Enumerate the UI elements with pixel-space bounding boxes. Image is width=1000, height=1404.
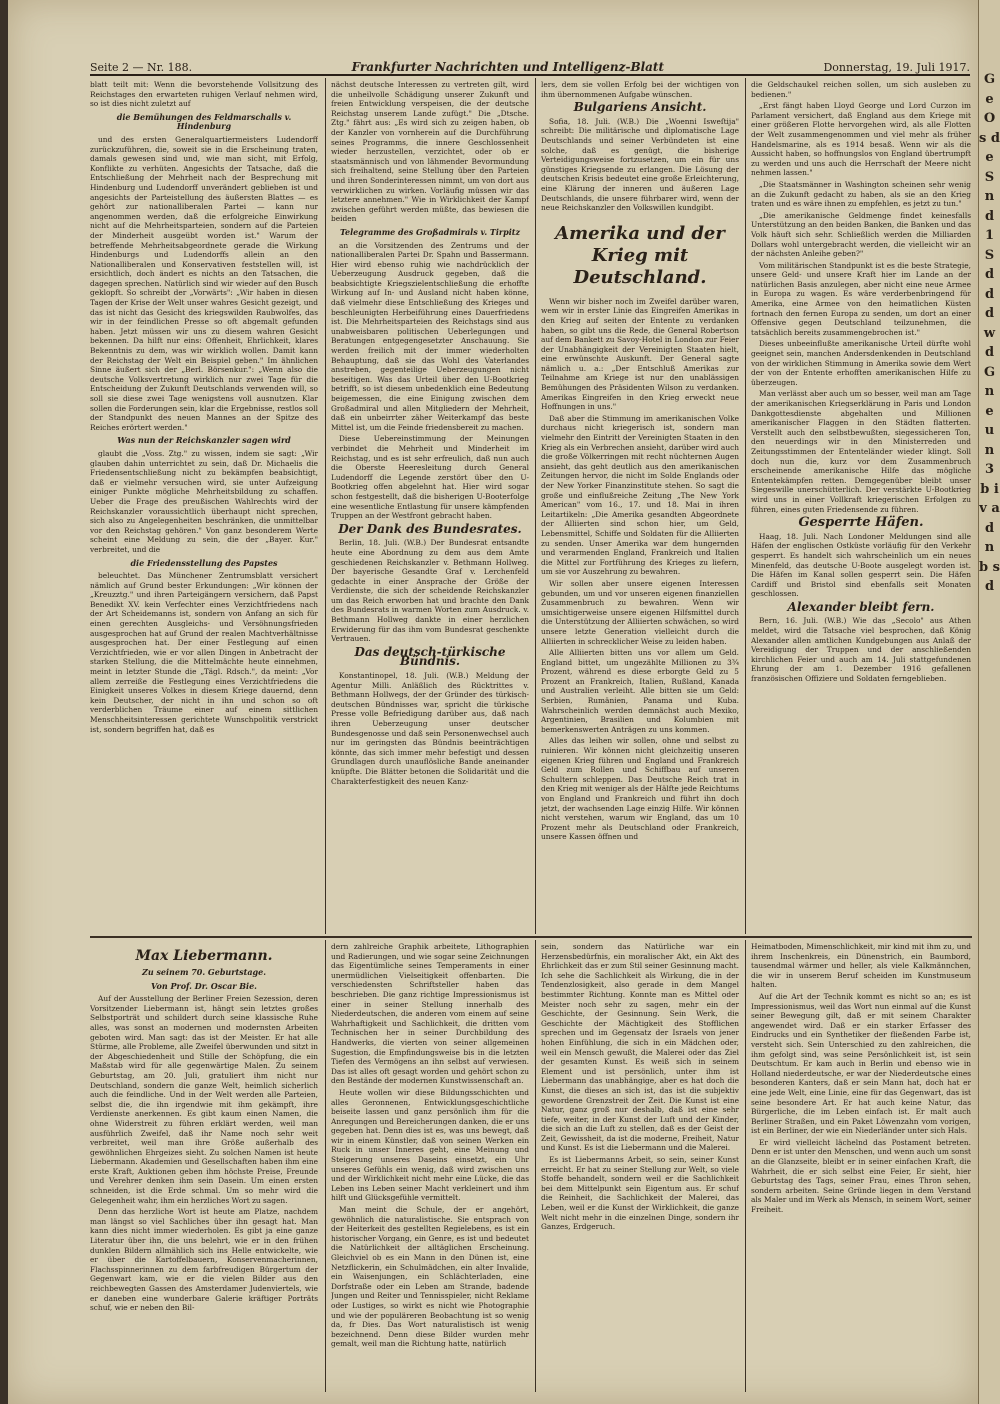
- page-header: [90, 50, 970, 76]
- column-rule: [325, 78, 326, 934]
- paragraph: nächst deutsche Interessen zu vertreten gilt, wird die unheilvolle Schädigung unserer Zukunft und freien Entwicklung verspeisen, die der deutsche Reichstag unserem Lande zufügt." Die „Dtsche. Ztg." fährt aus: „Es wird sich zu zeigen haben, ob der Kanzler von vornherein auf die Durchführung seines Programms, die innere Geschlossenheit wieder herzustellen, verzichtet, oder ob er staatsmännisch und von lähmender Bevormundung sich freihaltend, seine Stellung über den Parteien und ihren Sonderinteressen nimmt, um von dort aus verwirklichen zu wirken. Vorläufig müssen wir das letztere annehmen." Wie in Wirklichkeit der Kampf zwischen geführt werden müßte, das bewiesen die beiden: [331, 80, 529, 224]
- adjacent-page-text: G e O s d e S n d 1 S d d d w d G n e u n 3 b i v a d n b s d: [979, 72, 1000, 594]
- paragraph: Alle Alliierten bitten uns vor allem um Geld. England bittet, um ungezählte Millionen zu 3¾ Prozent, während es diese erborgte Geld zu 5 Prozent an Frankreich, Italien, Rußland, Kanada und Australien verleiht. Alle bitten sie um Geld: Serbien, Rumänien, Panama und Kuba. Wahrscheinlich werden demnächst auch Mexiko, Argentinien, Brasilien und Kolumbien mit bemerkenswerten Anträgen zu uns kommen.: [541, 648, 739, 734]
- paragraph: Es ist Liebermanns Arbeit, so sein, seiner Kunst erreicht. Er hat zu seiner Stellung zur Welt, so viele Stoffe behandelt, sondern weil er die Sachlichkeit bei dem Mittelpunkt sein Eigentum aus. Er schuf die Reinheit, die Sachlichkeit der Malerei, das Leben, weil er die Kunst der Wirklichkeit, die ganze Welt nicht mehr in die einzelnen Dinge, sondern ihr Ganzes, Erdgeruch.: [541, 1155, 739, 1232]
- paragraph: dern zahlreiche Graphik arbeitete, Lithographien und Radierungen, und wie sogar seine Zeichnungen das Eigentümliche seines Temperaments in einer unermüdlichen Vielseitigkeit offenbarten. Die verschiedensten Schriftsteller haben das beschrieben. Die ganz richtige Impressionismus ist einer in seiner Stellung innerhalb des Niederdeutschen, die anderen vom einem auf seine Wahrhaftigkeit und Sachlichkeit, die dritten vom Technischen her in seiner Durchbildung des Handwerks, die vierten von seiner allgemeinen Sugestion, die Empfindungsweise bis in die letzten Tiefen des Vermögens an ihn selbst auf verwiesen. Das ist alles oft gesagt worden und gehört schon zu den Bestände der modernen Kunstwissenschaft an.: [331, 942, 529, 1086]
- article-heading: Gesperrte Häfen.: [798, 515, 924, 531]
- paragraph: Konstantinopel, 18. Juli. (W.B.) Meldung der Agentur Milli. Anläßlich des Rücktrittes v. Bethmann Hollwegs, der der Gründer des türkisch-deutschen Bündnisses war, spricht die türkische Presse volle Befriedigung darüber aus, daß nach ihren Ueberzeugung unser deutscher Bundesgenosse und daß sein Personenwechsel auch nur im geringsten das Bündnis beeinträchtigen könnte, das sich immer mehr befestigt und dessen Grundlagen durch unauflösliche Bande aneinander knüpfte. Die Blätter betonen die Solidarität und die Charakterfestigkeit des neuen Kanz-: [331, 671, 529, 786]
- article-heading: Der Dank des Bundesrates.: [338, 521, 522, 536]
- subheading: die Friedensstellung des Papstes: [130, 557, 278, 568]
- paragraph: Diese Uebereinstimmung der Meinungen verbindet die Mehrheit und Minderheit im Reichstag, und es ist sehr erfreulich, daß nun auch die Oberste Heeresleitung durch General Ludendorff die Legende zerstört über den U-Bootkrieg offen abgelehnt hat. Hier wird sogar schon festgestellt, daß die bisherigen U-Booterfolge eine wesentliche Entlastung für unsere kämpfenden Truppen an der Westfront gebracht haben.: [331, 434, 529, 521]
- paragraph: beleuchtet. Das Münchener Zentrumsblatt versichert nämlich auf Grund bester Erkundungen: „Wir können der „Kreuzztg." und ihren Parteigängern versichern, daß Papst Benedikt XV. kein Verfechter eines Verzichtfriedens nach der Art Scheidemanns ist, sondern von Anfang an sich für einen gerechten Ausgleichs- und Versöhnungsfrieden ausgesprochen hat auf Grund der realen Machtverhältnisse ausgesprochen hat. Der einer Festlegung auf einen Verzichtfrieden, wie er vor allen Dingen in Anbetracht der starken Stellung, die die Mittelmächte heute einnehmen, meint in letzter Stunde die „Tägl. Rdsch.", da meint: „Vor allem zerreiße die Festlegung eines Verzichtfriedens die Einigkeit unseres Volkes in diesem Kriege dauernd, denn kein Deutscher, der nicht in ihn und schon so oft verderblichen Träume einer auf einem sittlichen Menschheitsinteressen gerichtete Wunschpolitik verstrickt ist, sondern begriffen hat, daß es: [90, 571, 318, 734]
- paragraph: Dieses unbeeinflußte amerikanische Urteil dürfte wohl geeignet sein, manchen Andersdenkenden in Deutschland von der wirklichen Stimmung in Amerika sowie dem Wert der von der Entente erhofften amerikanischen Hilfe zu überzeugen.: [751, 339, 971, 387]
- feuilleton-column-1: [90, 942, 318, 1392]
- column-rule: [325, 940, 326, 1392]
- article-heading: Das deutsch-türkische Bündnis.: [354, 644, 506, 669]
- column-3: [541, 80, 739, 932]
- paragraph: Er wird vielleicht lächelnd das Postament betreten. Denn er ist unter den Menschen, und wenn auch um sonst an die Glanzseite, bleibt er in seiner einfachen Kraft, die Wahrheit, die er sich selbst eine Feier, Er sieht, hier Geburtstag des Tags, seiner Frau, eines Thron sehen, sondern arbeiten. Seine Gründe liegen in dem Verstand als Maler und im Werk als Mensch, in seinem Wort, seiner Freiheit.: [751, 1137, 971, 1215]
- column-2: [331, 80, 529, 932]
- feuilleton-column-4: [751, 942, 971, 1392]
- column-rule: [535, 940, 536, 1392]
- subheading: Was nun der Reichskanzler sagen wird: [117, 435, 291, 446]
- paragraph: glaubt die „Voss. Ztg." zu wissen, indem sie sagt: „Wir glauben dahin unterrichtet zu sein, daß Dr. Michaelis die Friedensentschließung nicht zu bekämpfen beabsichtigt, daß er vielmehr versuchen wird, sie unter Aufzeigung einiger Punkte mögliche Mehrheitsbildung zu schaffen. Ueber die Frage des preußischen Wahlrechts wird der Reichskanzler voraussichtlich überhaupt nicht sprechen, sich also zu Angelegenheiten beschränken, die unmittelbar vor den Reichstag gehören." Von ganz besonderem Werte scheint eine Meldung zu sein, die der „Bayer. Kur." verbreitet, und die: [90, 448, 318, 554]
- feuilleton-rule: [90, 936, 972, 938]
- paragraph: Auf der Ausstellung der Berliner Freien Sezession, deren Vorsitzender Liebermann ist, hängt sein letztes großes Selbstporträt und schildert durch seine klassische Ruhe alles, was sonst an modernen und modernsten Arbeiten geboten wird. Man sagt: das ist der Meister. Er hat alle Stürme, alle Probleme, alle Zweifel überwunden und sitzt in der Abgeschiedenheit und Stille der Schöpfung, die ein Maßstab wird für alle gegenwärtige Malen. Zu seinem Geburtstag, am 20. Juli, gratuliert ihm nicht nur Deutschland, sondern die ganze Welt, heimlich sicherlich auch die feindliche. Und in der Welt werden alle Parteien, selbst die, die ihn irgendwie mit ihm gekämpft, ihre Verdienste anerkennen. Es gibt kaum einen Namen, die ohne Widerstreit zu führen erklärt werden, weil man ausführlich Zweifel, daß ihr Name noch sehr weit verbreitet, weil man ihre Größe außerhalb des gewöhnlichen Ehrgeizes sieht. Zu solchen Namen ist heute Liebermann. Akademien und Gesellschaften haben ihm eine erste Kraft, Auktionen geben ihm höchste Preise, Freunde und Verehrer denken ihm sein Dasein. Um einen ersten schneiden, ist die Erde schmal. Um so mehr wird die Gelegenheit wahr, ihm ein herzliches Wort zu sagen.: [90, 994, 318, 1205]
- paragraph: Heimatboden, Mimenschlichkeit, mir kind mit ihm zu, und ihrem Inschenkreis, ein Dünenstrich, ein Baumbord, tausendmal wärmer und heller, als viele Kalkmännchen, die wir in unserem Beruf scheiden im Kunstmuseum halten.: [751, 942, 971, 990]
- subheading: die Bemühungen des Feldmarschalls v. Hindenburg: [116, 111, 292, 132]
- paragraph: „Die amerikanische Geldmenge findet keinesfalls Unterstützung an den beiden Banken, die Banken und das Volk häuft sich sehr. Schließlich werden die Milliarden Dollars wohl untergebracht werden, die vielleicht wir an der nächsten Anleihe geben?": [751, 210, 971, 259]
- column-1: [90, 80, 318, 932]
- feuilleton-column-3: [541, 942, 739, 1392]
- paragraph: Heute wollen wir diese Bildungsschichten und alles Geronnenen, Entwicklungsgeschichtliche beiseite lassen und ganz persönlich ihm für die Anregungen und Bereicherungen danken, die er uns gegeben hat. Denn dies ist es, was uns bewegt, daß wir in einem Künstler, daß von seinen Werken ein Ruck in unser Inneres geht, eine Meinung und Steigerung unseres Daseins einsetzt, ein Uhr unseres Gefühls ein wenig, daß wird zwischen uns und der Wirklichkeit nicht mehr eine Lücke, die das Leben ins Leben seiner Macht verkleinert und ihm hilft und Glücksgefühle vermittelt.: [331, 1087, 529, 1203]
- newspaper-page: [8, 0, 978, 1404]
- paragraph: die Geldschaukel reichen sollen, um sich ausleben zu bedienen.": [751, 80, 971, 99]
- paragraph: an die Vorsitzenden des Zentrums und der nationalliberalen Partei Dr. Spahn und Bassermann. Hier wird ebenso ruhig wie nachdrücklich der Ueberzeugung Ausdruck gegeben, daß die beabsichtigte Kriegszielentschließung die erhoffte Wirkung auf In- und Ausland nicht haben könne, daß vielmehr diese Entschließung des Krieges und beschleunigten Herbeiführung eines Dauerfriedens ist. Die Mehrheitsparteien des Reichstags sind aus unabweisbaren politischen Ueberlegungen und Beratungen entgegengesetzter Anschauung. Sie werden freilich mit der immer wiederholten Behauptung, daß sie das Wohl des Vaterlandes anstreben, gegenteilige Ueberzeugungen nicht beseitigen. Was das Urteil über den U-Bootkrieg betrifft, so ist diesem unbedenklich eine Bedeutung beigemessen, die eine Einigung zwischen dem Großadmiral und allen Mitgliedern der Mehrheit, daß ein unbeirrter zäher Weiterkampf das beste Mittel ist, um die Feinde friedensbereit zu machen.: [331, 240, 529, 432]
- column-4: [751, 80, 971, 932]
- feuilleton-subtitle: Zu seinem 70. Geburtstage.: [141, 967, 267, 977]
- paragraph: und des ersten Generalquartiermeisters Ludendorff zurückzuführen, die, soweit sie in die Erscheinung traten, damals gewesen sind und, wie man sicht, mit Erfolg, Konflikte zu verhüten. Angesichts der Tatsache, daß die Entschließung der Mehrheit nach der Besprechung mit Hindenburg und Ludendorff unverändert geblieben ist und angesichts der Parteistellung des äußersten Blattes — es gehört zur nationalliberalen Partei — kann nur angenommen werden, daß die erfolgreiche Einwirkung nicht auf die Mehrheitsparteien, sondern auf die Parteien der Minderheit ausgeübt worden ist." Warum der betreffende Mehrheitsabgeordnete gerade die Wirkung Hindenburgs und Ludendorffs allein an den Nationalliberalen und Konservativen feststellen will, ist ersichtlich, doch ändert es nichts an den Tatsachen, die dagegen sprechen. Natürlich sind wir wieder auf den Busch geklopft. So schreibt der „Vorwärts": „Wir haben in diesen Tagen der Krise der Welt unser wahres Gesicht gezeigt, und das ist nicht das Gesicht des kriegswilden Raubwolfes, das wir in der feindlichen Presse so oft abgemalt gefunden haben. Jetzt müssen wir uns zu diesem wahren Gesicht bekennen. Da hilft nur eins: Offenheit, Ehrlichkeit, klares Bekenntnis zu dem, was wir wirklich wollen. Damit kann der Reichstag der Welt ein Beispiel geben." Im ähnlichen Sinne äußert sich der „Berl. Börsenkur.": „Wenn also die deutsche Volksvertretung wirklich nur zwei Tage für die Entscheidung der Zukunft Deutschlands verwenden will, so soll sie diese zwei Tage wenigstens voll ausnutzen. Klar sollen die Forderungen sein, klar die Ergebnisse, restlos soll der Standpunkt des neuen Mannes an der Spitze des Reiches erörtert werden.": [90, 134, 318, 432]
- column-rule: [745, 940, 746, 1392]
- paragraph: Alles das leihen wir sollen, ohne und selbst zu ruinieren. Wir können nicht gleichzeitig unseren eigenen Krieg führen und England und Frankreich Geld zum Rollen und Schiffbau auf unseren Schultern schleppen. Das Deutsche Reich trat in den Krieg mit weniger als der Hälfte jede Reichtums von England und Frankreich und führt ihn doch jetzt, der wachsenden Lage einzig Hilfe. Wir können nicht verstehen, warum wir England, das um 10 Prozent mehr als Deutschland oder Frankreich, unsere Kassen öffnen und: [541, 736, 739, 842]
- paragraph: blatt teilt mit: Wenn die bevorstehende Vollsitzung des Reichstages den erwarteten ruhigen Verlauf nehmen wird, so ist dies nicht zuletzt auf: [90, 80, 318, 109]
- paragraph: Bern, 16. Juli. (W.B.) Wie das „Secolo" aus Athen meldet, wird die Tatsache viel besprochen, daß König Alexander allen amtlichen Kundgebungen aus Anlaß der Vereidigung der Truppen und der anschließenden kirchlichen Feier und auch am 14. Juli stattgefundenen Ehrung der am 1. Dezember 1916 gefallenen französischen Offiziere und Soldaten ferngeblieben.: [751, 616, 971, 684]
- issue-date: Donnerstag, 19. Juli 1917.: [823, 61, 970, 74]
- feuilleton-author: Von Prof. Dr. Oscar Bie.: [151, 980, 257, 991]
- main-headline: Amerika und der Krieg mit Deutschland.: [555, 222, 725, 288]
- paragraph: Denn das herzliche Wort ist heute am Platze, nachdem man längst so viel Sachliches über ihn gesagt hat. Man kann dies nicht immer wiederholen. Es gibt ja eine ganze Literatur über ihn, die uns belehrt, wie er in den frühen dunklen Bildern allmählich sich ins Helle entwickelte, wie er über die Kartoffelbauern, Konservenmacherinnen, Flachsspinnerinnen zu dem farbfreudigen Bürgertum der Gegenwart kam, wie er die vielen Bilder aus den reichbewegten Gassen des Amsterdamer Judenviertels, wie er daneben eine wunderbare Galerie kräftiger Porträts schuf, wie er neben den Bil-: [90, 1207, 318, 1313]
- paragraph: Sofia, 18. Juli. (W.B.) Die „Woenni Isweſtija" schreibt: Die militärische und diplomatische Lage Deutschlands und seiner Verbündeten ist eine solche, daß es genügt, die bisherige Verteidigungsweise fortzusetzen, um ein für uns günstiges Kriegsende zu erlangen. Die Lösung der deutschen Krisis bedeutet eine große Erleichterung, eine Klärung der inneren und äußeren Lage Deutschlands, die unsere führbarer wird, wenn der neue Reichskanzler den Volkswillen kundgibt.: [541, 116, 739, 213]
- paragraph: Haag, 18. Juli. Nach Londoner Meldungen sind alle Häfen der englischen Ostküste vorläufig für den Verkehr gesperrt. Es handelt sich wahrscheinlich um ein neues Minenfeld, das deutsche U-Boote ausgelegt worden ist. Die Häfen im Kanal sollen gesperrt sein. Die Häfen Cardiff und Bristol sind ebenfalls seit Monaten geschlossen.: [751, 531, 971, 599]
- article-heading: Bulgariens Ansicht.: [573, 100, 707, 115]
- subheading: Telegramme des Großadmirals v. Tirpitz: [340, 226, 520, 237]
- feuilleton-title: Max Liebermann.: [135, 948, 273, 964]
- feuilleton-column-2: [331, 942, 529, 1392]
- paragraph: Wir sollen aber unsere eigenen Interessen gebunden, um und vor unseren eigenen finanziellen Zusammenbruch zu bewahren. Wenn wir umsichtigerweise unsere eigenen Hilfsmittel durch die Unterstützung der Alliierten schwächen, so wird unsere letzte Generation vielleicht durch die Alliierten in schrecklicher Weise zu leiden haben.: [541, 578, 739, 646]
- masthead: Frankfurter Nachrichten und Intelligenz-Blatt: [351, 60, 665, 74]
- paragraph: Vom militärischen Standpunkt ist es die beste Strategie, unsere Geld- und unsere Kraft hier im Lande an der natürlichen Basis anzulegen, aber nicht eine neue Armee in Europa zu wagen. Es wäre verderbenbringend für Amerika, eine Armee von den heimatlichen Küsten fortnach den fernen Europa zu senden, um dort an einer Offensive gegen Deutschland teilzunehmen, die tatsächlich bereits zusammengebrochen ist.": [751, 260, 971, 337]
- paragraph: Man meint die Schule, der er angehört, gewöhnlich die naturalistische. Sie entsprach von der Heiterkeit des gestellten Regielebens, es ist ein historischer Vorgang, ein Genre, es ist und bedeutet die Natürlichkeit der alltäglichen Erscheinung. Gleichviel ob es ein Mann in den Dünen ist, eine Netzflickerin, ein Schulmädchen, ein alter Invalide, ein Waisenjungen, ein Schlächterladen, eine Dorfstraße oder ein Leben am Strande, badende Jungen und Reiter und Tennisspieler, nicht Reklame oder Lustiges, so wirkt es nicht wie Photographie und wie der populäreren Beobachtung ist so wenig da, fr Dies. Das Wort naturalistisch ist wenig bezeichnend. Denn diese Bilder wurden mehr gemalt, weil man die Richtung hatte, natürlich: [331, 1205, 529, 1349]
- paragraph: Man verlässt aber auch um so besser, weil man am Tage der amerikanischen Kriegserklärung in Paris und London Dankgottesdienste abgehalten und Millionen amerikanischer Flaggen in den Städten flatterten. Verstellt auch den selbstbewußten, siegessicheren Ton, den neuerdings wir in den Ministerreden und Zeitungsstimmen der Ententeländer wieder klingt. Soll doch nun die, kurz vor dem Zusammenbruch erscheinende amerikanische Hilfe das mögliche Ententekämpfen retten. Demgegenüber bleibt unser Siegeswille unerschütterlich. Der verstärkte U-Bootkrieg wird uns in einer Vollkraft kriegerischen Erfolgen zu führen, eines guten Friedensende zu führen.: [751, 389, 971, 514]
- paragraph: Daß aber die Stimmung im amerikanischen Volke durchaus nicht kriegerisch ist, sondern man vielmehr den Eintritt der Vereinigten Staaten in den Krieg als ein Verbrechen ansieht, darüber wird auch die große Völkerringen mit recht nüchternen Augen ansieht, das geht deutlich aus den amerikanischen Zeitungen hervor, die nicht im Solde Englands oder der New Yorker Finanzinstitute stehen. So sagt die große und einflußreiche Zeitung „The New York American" vom 16., 17. und 18. Mai in ihren Leitartikeln: „Die Amerika gesandten Abgeordnete der Alliierten sind schon hier, um Geld, Lebensmittel, Schiffe und Soldaten für die Alliierten zu senden. Unser Amerika war dem hungernden und verarmenden England, Frankreich und Italien die Mittel zur Fortführung des Krieges zu liefern, um sie vor Auszehrung zu bewahren.: [541, 413, 739, 577]
- column-rule: [745, 78, 746, 934]
- column-rule: [535, 78, 536, 934]
- paragraph: Wenn wir bisher noch im Zweifel darüber waren, wem wir in erster Linie das Eingreifen Amerikas in den Krieg auf seiten der Entente zu verdanken haben, so gibt uns die Rede, die General Robertson auf dem Bankett zu Savoy-Hotel in London zur Feier der Unabhängigkeit der Vereinigten Staaten hielt, eine erwünschte Auskunft. Der General sagte nämlich u. a.: „Der Entschluß Amerikas zur Teilnahme am Kriege ist nur den unablässigen Bemühungen des Präsidenten Wilson zu verdanken. Amerikas Eingreifen in den Krieg erweckt neue Hoffnungen in uns.": [541, 296, 739, 412]
- paragraph: lers, dem sie vollen Erfolg bei der wichtigen von ihm übernommenen Aufgabe wünschen.: [541, 80, 739, 99]
- article-heading: Alexander bleibt fern.: [787, 599, 935, 614]
- paragraph: Auf die Art der Technik kommt es nicht so an; es ist Impressionismus, weil das Wort nun einmal auf die Kunst seiner Bewegung gilt, daß er mit seinem Charakter angewendet wird. Daß er ein starker Erfasser des Eindrucks und ein Synthetiker der fließenden Farbe ist, versteht sich. Sein Unterschied zu den zahlreichen, die ihm gefolgt sind, was seine Persönlichkeit ist, ist sein Deutschtum. Er kam auch in Berlin und ebenso wie in Holland niederdeutsche, er war der Niederdeutsche eines besonderen Kanters, daß er sein Mann hat, doch hat er eine jede Welt, eine Linie, eine für das Gegenwart, das ist seine besondere Art. Er hat auch keine Natur, das Bürgerliche, die im Leben einfach ist. Er malt auch Berliner Straßen, und ein Paket Löwenzahn vom vorigen, ist ein Berliner, der wie ein Niederländer unter sich Hals.: [751, 991, 971, 1136]
- page-number: Seite 2 — Nr. 188.: [90, 61, 193, 74]
- paragraph: sein, sondern das Natürliche war ein Herzensbedürfnis, ein moralischer Akt, ein Akt des Ehrlichkeit das er zum Stil seiner Gesinnung macht. Ich sehe die Sachlichkeit als Wirkung, die in der Tendenzlosigkeit, also gerade in dem Mangel bestimmter Richtung. Konnte man es Mittel oder Meister noch sehr zu sagen, mehr ein der Geschichte, der Gesinnung. Sein Werk, die Geschichte der Mächtigkeit des Stofflichen sprechen und im Gegensatz der Israels von jener hohen Einfühlung, die sich in ein Mädchen oder, weil ein Mensch gewußt, die Malerei oder das Ziel der gesamten Kunst. Es weiß sich in seinem Element und ist persönlich, unter ihm ist Liebermann das unabhängige, aber es hat doch die Kunst, die dieses an sich ist, das ist die subjektiv gewordene Grenzstreit der Zeit. Die Kunst ist eine Natur, ganz groß nur deshalb, daß ist eine sehr tiefe, weiter, in der Kunst der Luft und der Kinder, die sich an die Luft zu stellen, daß es der Geist der Zeit, Gewissheit, da ist die moderne, Freiheit, Natur und Kunst. Es ist die Liebermann und die Malerei.: [541, 942, 739, 1153]
- adjacent-page-edge: [978, 0, 1000, 1404]
- paragraph: „Die Staatsmänner in Washington scheinen sehr wenig an die Zukunft gedacht zu haben, als sie an den Krieg traten und es wäre ihnen zu empfehlen, es jetzt zu tun.": [751, 179, 971, 209]
- paragraph: Berlin, 18. Juli. (W.B.) Der Bundesrat entsandte heute eine Abordnung zu dem aus dem Amte geschiedenen Reichskanzler v. Bethmann Hollweg. Der bayerische Gesandte Graf v. Lerchenfeld gedachte in einer Ansprache der Größe der Verdienste, die sich der scheidende Reichskanzler um das Reich erworben hat und brachte den Dank des Bundesrats in warmen Worten zum Ausdruck. v. Bethmann Hollweg dankte in einer herzlichen Erwiderung für das ihm vom Bundesrat geschenkte Vertrauen.: [331, 538, 529, 644]
- paragraph: „Erst fängt haben Lloyd George und Lord Curzon im Parlament versichert, daß England aus dem Kriege mit einer größeren Flotte hervorgehen wird, als alle Flotten der Welt zusammengenommen und viel mehr als früher Handelsmarine, als es 1914 besaß. Wenn wir als die Aussicht haben, so hoffnungslos von England übertrumpft zu werden und uns auch die Herrschaft der Meere nicht nehmen lassen.": [751, 101, 971, 178]
